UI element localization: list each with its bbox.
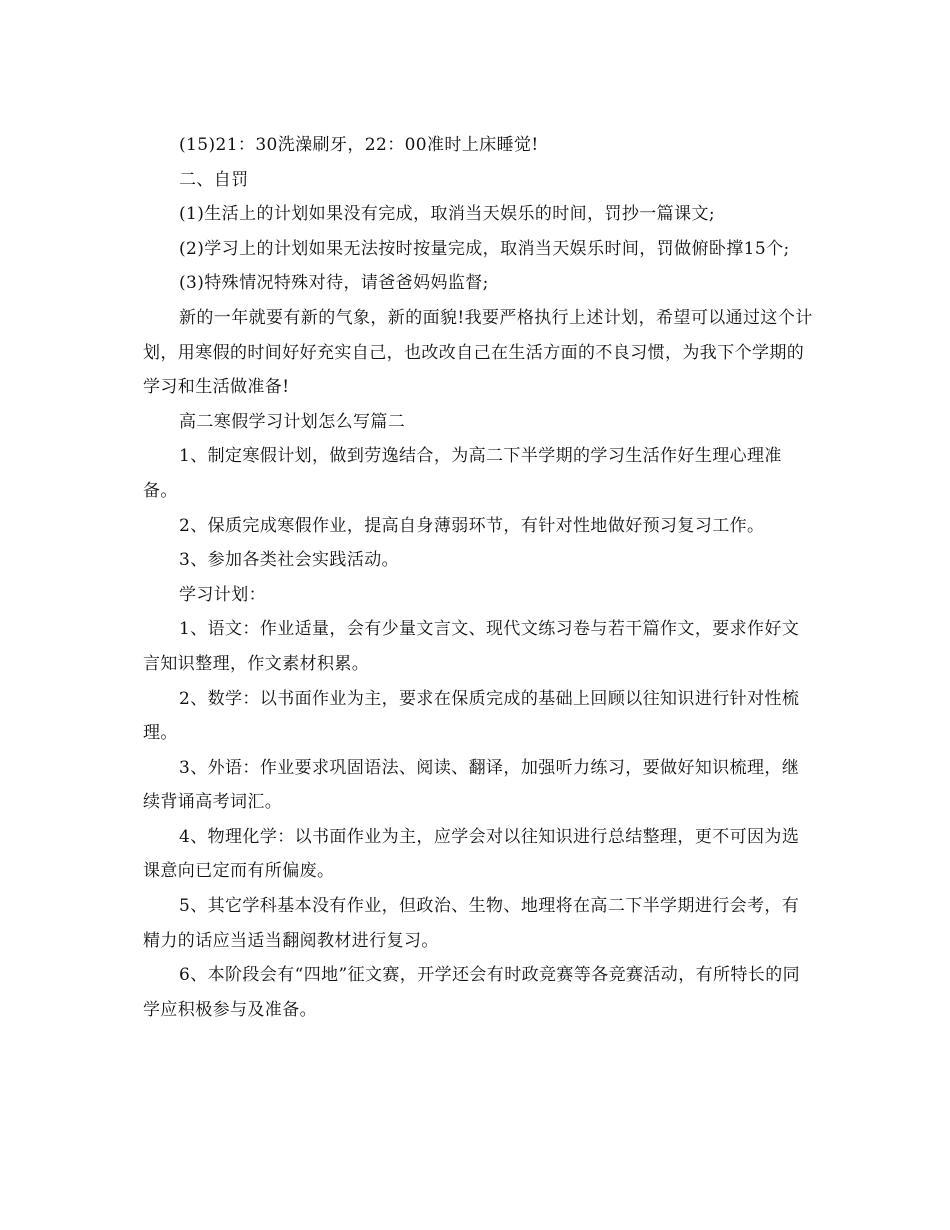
paragraph-schedule-15: (15)21：30洗澡刷牙，22：00准时上床睡觉! [179,135,539,155]
document-body [143,128,813,1027]
paragraph-penalty-3: (3)特殊情况特殊对待，请爸爸妈妈监督; [179,273,489,294]
paragraph-new-year: 新的一年就要有新的气象，新的面貌!我要严格执行上述计划，希望可以通过这个计划，用寒假的时间好好充实自己，也改改自己在生活方面的不良习惯，为我下个学期的学习和生活做准备! [143,307,813,398]
paragraph-goal-3: 3、参加各类社会实践活动。 [179,550,400,571]
paragraph-math: 2、数学：以书面作业为主，要求在保质完成的基础上回顾以往知识进行针对性梳理。 [143,688,800,744]
paragraph-english: 3、外语：作业要求巩固语法、阅读、翻译，加强听力练习，要做好知识梳理，继续背诵高考词汇。 [143,757,800,813]
section-title-part-two: 高二寒假学习计划怎么写篇二 [179,411,406,432]
paragraph-goal-2: 2、保质完成寒假作业，提高自身薄弱环节，有针对性地做好预习复习工作。 [179,515,765,536]
paragraph-physics-chemistry: 4、物理化学：以书面作业为主，应学会对以往知识进行总结整理，更不可因为选课意向已定而有所偏废。 [143,826,800,882]
paragraph-penalty-2: (2)学习上的计划如果无法按时按量完成，取消当天娱乐时间，罚做俯卧撑15个; [179,238,790,259]
paragraph-competitions: 6、本阶段会有“四地”征文赛，开学还会有时政竞赛等各竞赛活动，有所特长的同学应积极参与及准备。 [143,965,800,1020]
paragraph-chinese: 1、语文：作业适量，会有少量文言文、现代文练习卷与若干篇作文，要求作好文言知识整理，作文素材积累。 [143,619,800,674]
paragraph-other-subjects: 5、其它学科基本没有作业，但政治、生物、地理将在高二下半学期进行会考，有精力的话应当适当翻阅教材进行复习。 [143,896,800,951]
paragraph-goal-1: 1、制定寒假计划，做到劳逸结合，为高二下半学期的学习生活作好生理心理准备。 [143,446,782,501]
paragraph-penalty-1: (1)生活上的计划如果没有完成，取消当天娱乐的时间，罚抄一篇课文; [179,204,716,225]
heading-self-penalty: 二、自罚 [179,169,249,190]
heading-study-plan: 学习计划： [179,584,266,605]
